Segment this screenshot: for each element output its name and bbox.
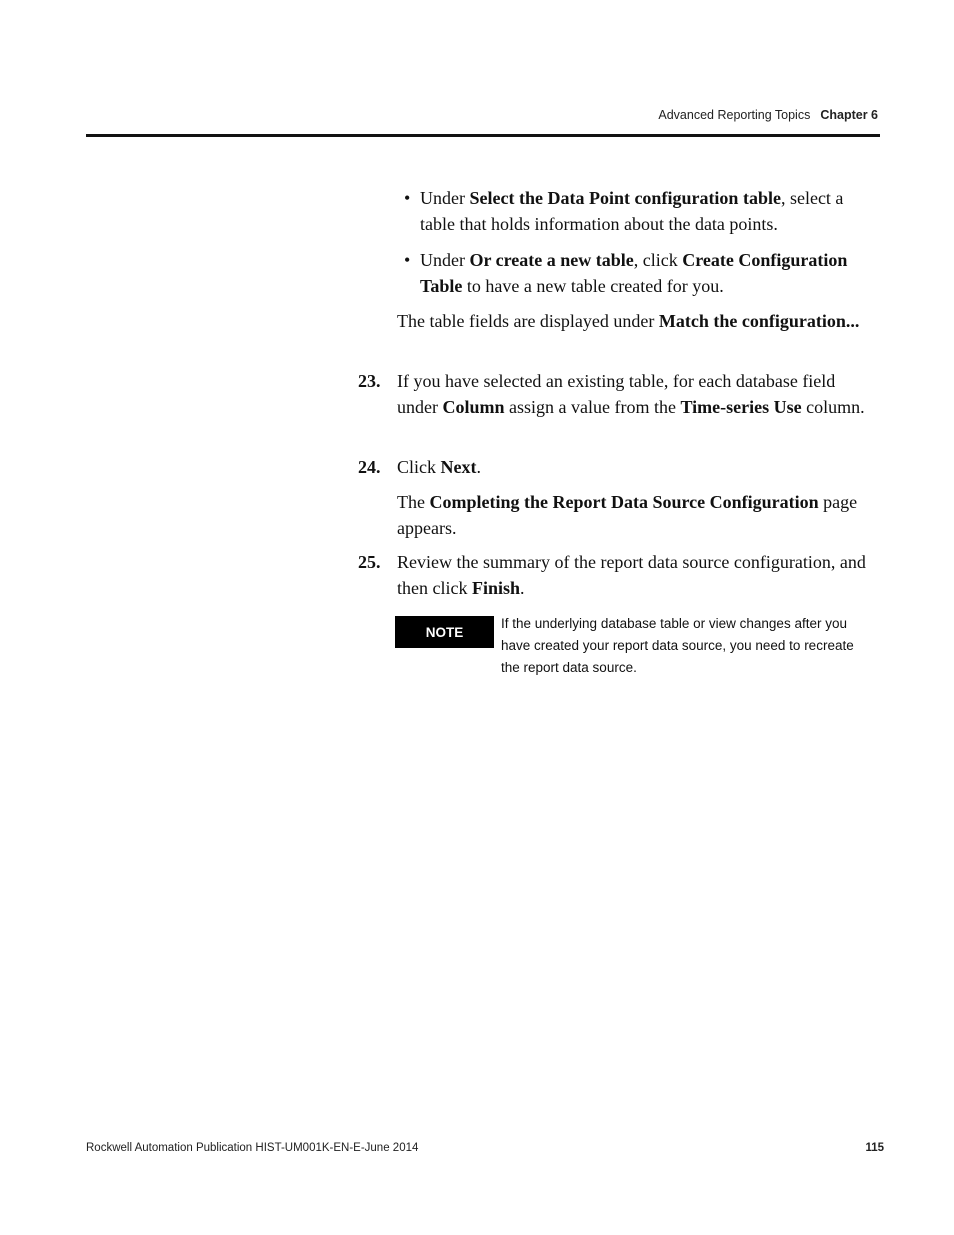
note-label: NOTE [395,616,494,648]
paragraph-table-fields: The table fields are displayed under Match the configuration... [397,311,860,331]
step-number: 24. [358,457,381,477]
paragraph-completing-page: The Completing the Report Data Source Configuration page appears. [397,492,858,538]
footer-publication: Rockwell Automation Publication HIST-UM001K-EN-E-June 2014 [86,1142,419,1154]
step-number: 25. [358,552,381,572]
bullet-icon: • [404,250,411,270]
footer-page-number: 115 [865,1142,884,1154]
step-text: If you have selected an existing table, for each database field under Column assign a value from the Time-series Use column. [397,371,865,417]
bullet-text: Under Or create a new table, click Create Configuration Table to have a new table created for you. [420,250,848,296]
header-chapter: Chapter 6 [820,108,878,122]
step-text: Click Next. [397,457,481,477]
step-number: 23. [358,371,381,391]
note-text: If the underlying database table or view changes after you have created your report data source, you need to recreate the report data source. [501,616,854,675]
header-rule [86,134,880,137]
running-header [658,108,878,122]
header-section-title: Advanced Reporting Topics [658,108,811,122]
bullet-text: Under Select the Data Point configuration table, select a table that holds information about the data points. [420,188,844,234]
bullet-icon: • [404,188,411,208]
step-text: Review the summary of the report data source configuration, and then click Finish. [397,552,866,598]
